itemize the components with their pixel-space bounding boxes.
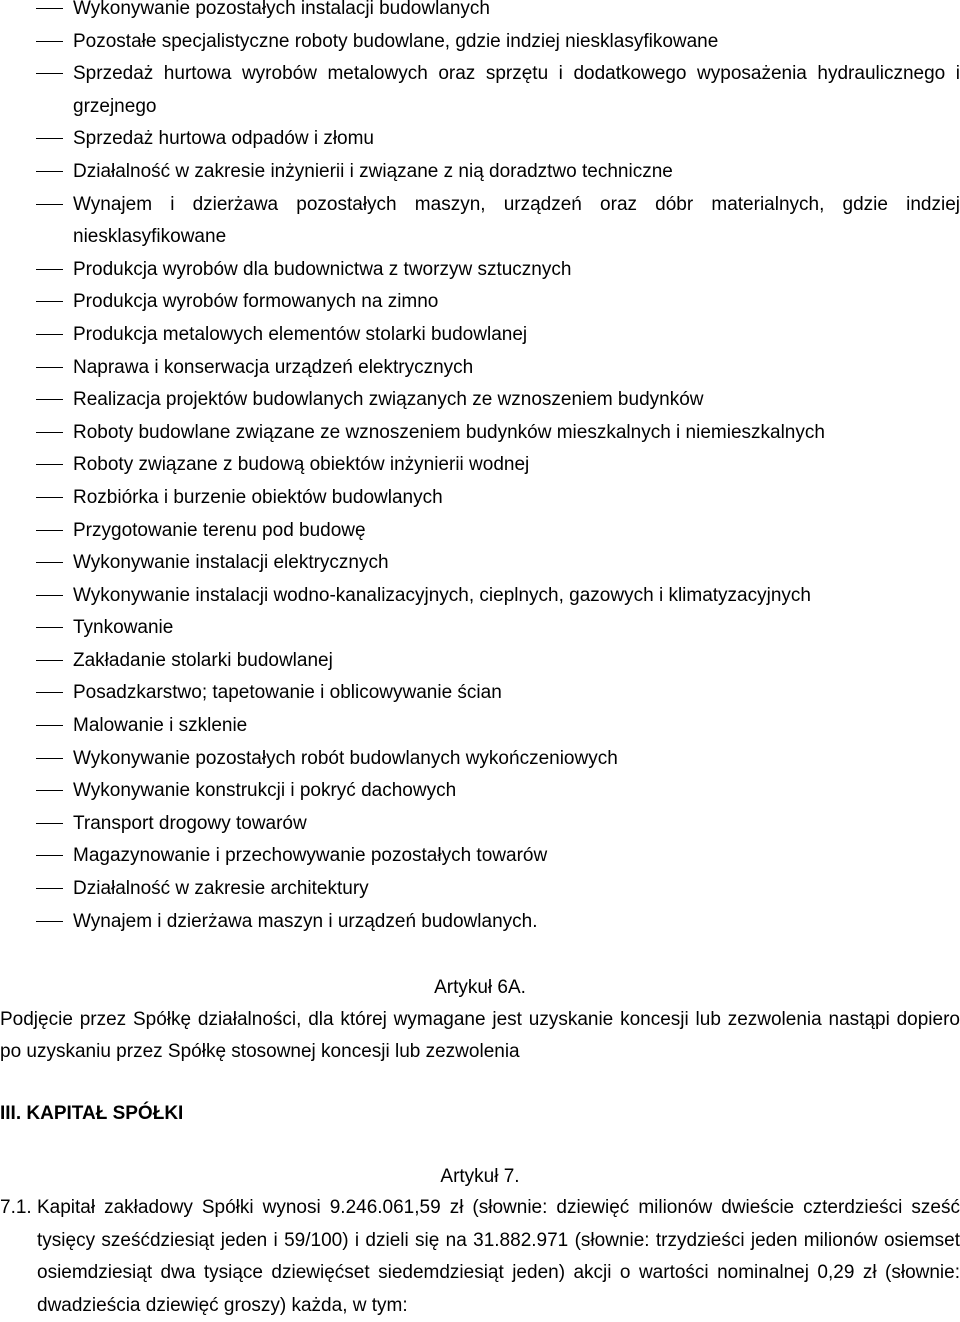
dash-bullet bbox=[36, 367, 63, 368]
list-item-text: Rozbiórka i burzenie obiektów budowlanych bbox=[73, 486, 443, 508]
dash-bullet bbox=[36, 627, 63, 628]
list-item-text: Roboty związane z budową obiektów inżynierii wodnej bbox=[73, 454, 530, 476]
dash-bullet bbox=[36, 888, 63, 889]
list-item-text: Posadzkarstwo; tapetowanie i oblicowywanie ścian bbox=[73, 682, 502, 704]
dash-bullet bbox=[36, 758, 63, 759]
dash-bullet bbox=[36, 530, 63, 531]
list-item-text: Produkcja wyrobów dla budownictwa z tworzyw sztucznych bbox=[73, 258, 572, 280]
clause-7-1 bbox=[0, 1192, 960, 1322]
list-item-text: Realizacja projektów budowlanych związanych ze wznoszeniem budynków bbox=[73, 389, 704, 411]
list-item-text: Transport drogowy towarów bbox=[73, 812, 307, 834]
list-item bbox=[0, 123, 960, 156]
dash-bullet bbox=[36, 562, 63, 563]
list-item-text: Przygotowanie terenu pod budowę bbox=[73, 519, 366, 541]
dash-bullet bbox=[36, 171, 63, 172]
list-item bbox=[0, 547, 960, 580]
dash-bullet bbox=[36, 595, 63, 596]
list-item bbox=[0, 482, 960, 515]
list-item-text: Wykonywanie konstrukcji i pokryć dachowych bbox=[73, 780, 457, 802]
list-item-text: Wykonywanie pozostałych robót budowlanych wykończeniowych bbox=[73, 747, 618, 769]
clause-text: Kapitał zakładowy Spółki wynosi 9.246.061,59 zł (słownie: dziewięć milionów dwieście czterdzieści sześć tysięcy sześćdziesiąt jeden i 59/100) i dzieli się na 31.882.971 (słownie: trzydzieści jeden milionów osiemset osiemdziesiąt dwa tysiące dziewięćset siedemdziesiąt jeden) akcji o wartości nominalnej 0,29 zł (słownie: dwadzieścia dziewięć groszy) każda, w tym: bbox=[37, 1197, 960, 1316]
dash-bullet bbox=[36, 269, 63, 270]
list-item bbox=[0, 352, 960, 385]
list-item bbox=[0, 384, 960, 417]
list-item-text: Wykonywanie instalacji elektrycznych bbox=[73, 552, 389, 574]
list-item-text: Produkcja metalowych elementów stolarki budowlanej bbox=[73, 323, 528, 345]
list-item-text: Wynajem i dzierżawa maszyn i urządzeń budowlanych. bbox=[73, 910, 538, 932]
list-item bbox=[0, 873, 960, 906]
list-item-text: Produkcja wyrobów formowanych na zimno bbox=[73, 291, 439, 313]
dash-bullet bbox=[36, 823, 63, 824]
list-item bbox=[0, 449, 960, 482]
dash-bullet bbox=[36, 399, 63, 400]
list-item bbox=[0, 580, 960, 613]
list-item-text: Naprawa i konserwacja urządzeń elektrycznych bbox=[73, 356, 474, 378]
dash-bullet bbox=[36, 432, 63, 433]
list-item-text: Wynajem i dzierżawa pozostałych maszyn, urządzeń oraz dóbr materialnych, gdzie indziej niesklasyfikowane bbox=[73, 193, 960, 248]
list-item-text: Malowanie i szklenie bbox=[73, 715, 248, 737]
dash-bullet bbox=[36, 660, 63, 661]
list-item bbox=[0, 286, 960, 319]
clause-number: 7.1. bbox=[0, 1197, 32, 1218]
list-item bbox=[0, 58, 960, 123]
article-7-heading: Artykuł 7. bbox=[440, 1166, 520, 1187]
dash-bullet bbox=[36, 73, 63, 74]
list-item bbox=[0, 808, 960, 841]
list-item bbox=[0, 645, 960, 678]
list-item bbox=[0, 840, 960, 873]
dash-bullet bbox=[36, 464, 63, 465]
list-item-text: Wykonywanie pozostałych instalacji budowlanych bbox=[73, 0, 490, 19]
dash-bullet bbox=[36, 921, 63, 922]
list-item-text: Pozostałe specjalistyczne roboty budowlane, gdzie indziej niesklasyfikowane bbox=[73, 30, 719, 52]
list-item-text: Magazynowanie i przechowywanie pozostałych towarów bbox=[73, 845, 548, 867]
list-item bbox=[0, 254, 960, 287]
list-item-text: Działalność w zakresie inżynierii i związane z nią doradztwo techniczne bbox=[73, 160, 673, 182]
list-item-text: Sprzedaż hurtowa wyrobów metalowych oraz sprzętu i dodatkowego wyposażenia hydraulicznego i grzejnego bbox=[73, 63, 960, 117]
dash-bullet bbox=[36, 855, 63, 856]
list-item bbox=[0, 612, 960, 645]
list-item bbox=[0, 319, 960, 352]
list-item-text: Zakładanie stolarki budowlanej bbox=[73, 649, 333, 671]
dash-bullet bbox=[36, 334, 63, 335]
list-item bbox=[0, 417, 960, 450]
list-item bbox=[0, 906, 960, 939]
list-item bbox=[0, 677, 960, 710]
list-item-text: Roboty budowlane związane ze wznoszeniem budynków mieszkalnych i niemieszkalnych bbox=[73, 421, 825, 443]
dash-bullet bbox=[36, 692, 63, 693]
dash-bullet bbox=[36, 204, 63, 205]
dash-bullet bbox=[36, 138, 63, 139]
list-item-text: Tynkowanie bbox=[73, 617, 174, 639]
dash-bullet bbox=[36, 41, 63, 42]
list-item bbox=[0, 189, 960, 254]
article-6a-text: Podjęcie przez Spółkę działalności, dla której wymagane jest uzyskanie koncesji lub zezwolenia nastąpi dopiero po uzyskaniu przez Spółkę stosownej koncesji lub zezwolenia bbox=[0, 1009, 960, 1062]
list-item bbox=[0, 515, 960, 548]
article-6a-heading: Artykuł 6A. bbox=[434, 977, 526, 998]
list-item-text: Sprzedaż hurtowa odpadów i złomu bbox=[73, 128, 375, 150]
list-item bbox=[0, 743, 960, 776]
dash-bullet bbox=[36, 497, 63, 498]
section-title: III. KAPITAŁ SPÓŁKI bbox=[0, 1103, 184, 1124]
list-item bbox=[0, 775, 960, 808]
dash-bullet bbox=[36, 790, 63, 791]
dash-bullet bbox=[36, 725, 63, 726]
dash-bullet bbox=[36, 301, 63, 302]
list-item bbox=[0, 156, 960, 189]
list-item bbox=[0, 0, 960, 26]
list-item bbox=[0, 710, 960, 743]
list-item bbox=[0, 26, 960, 59]
list-item-text: Wykonywanie instalacji wodno-kanalizacyjnych, cieplnych, gazowych i klimatyzacyjnych bbox=[73, 584, 811, 606]
list-item-text: Działalność w zakresie architektury bbox=[73, 878, 369, 900]
dash-bullet bbox=[36, 8, 63, 9]
